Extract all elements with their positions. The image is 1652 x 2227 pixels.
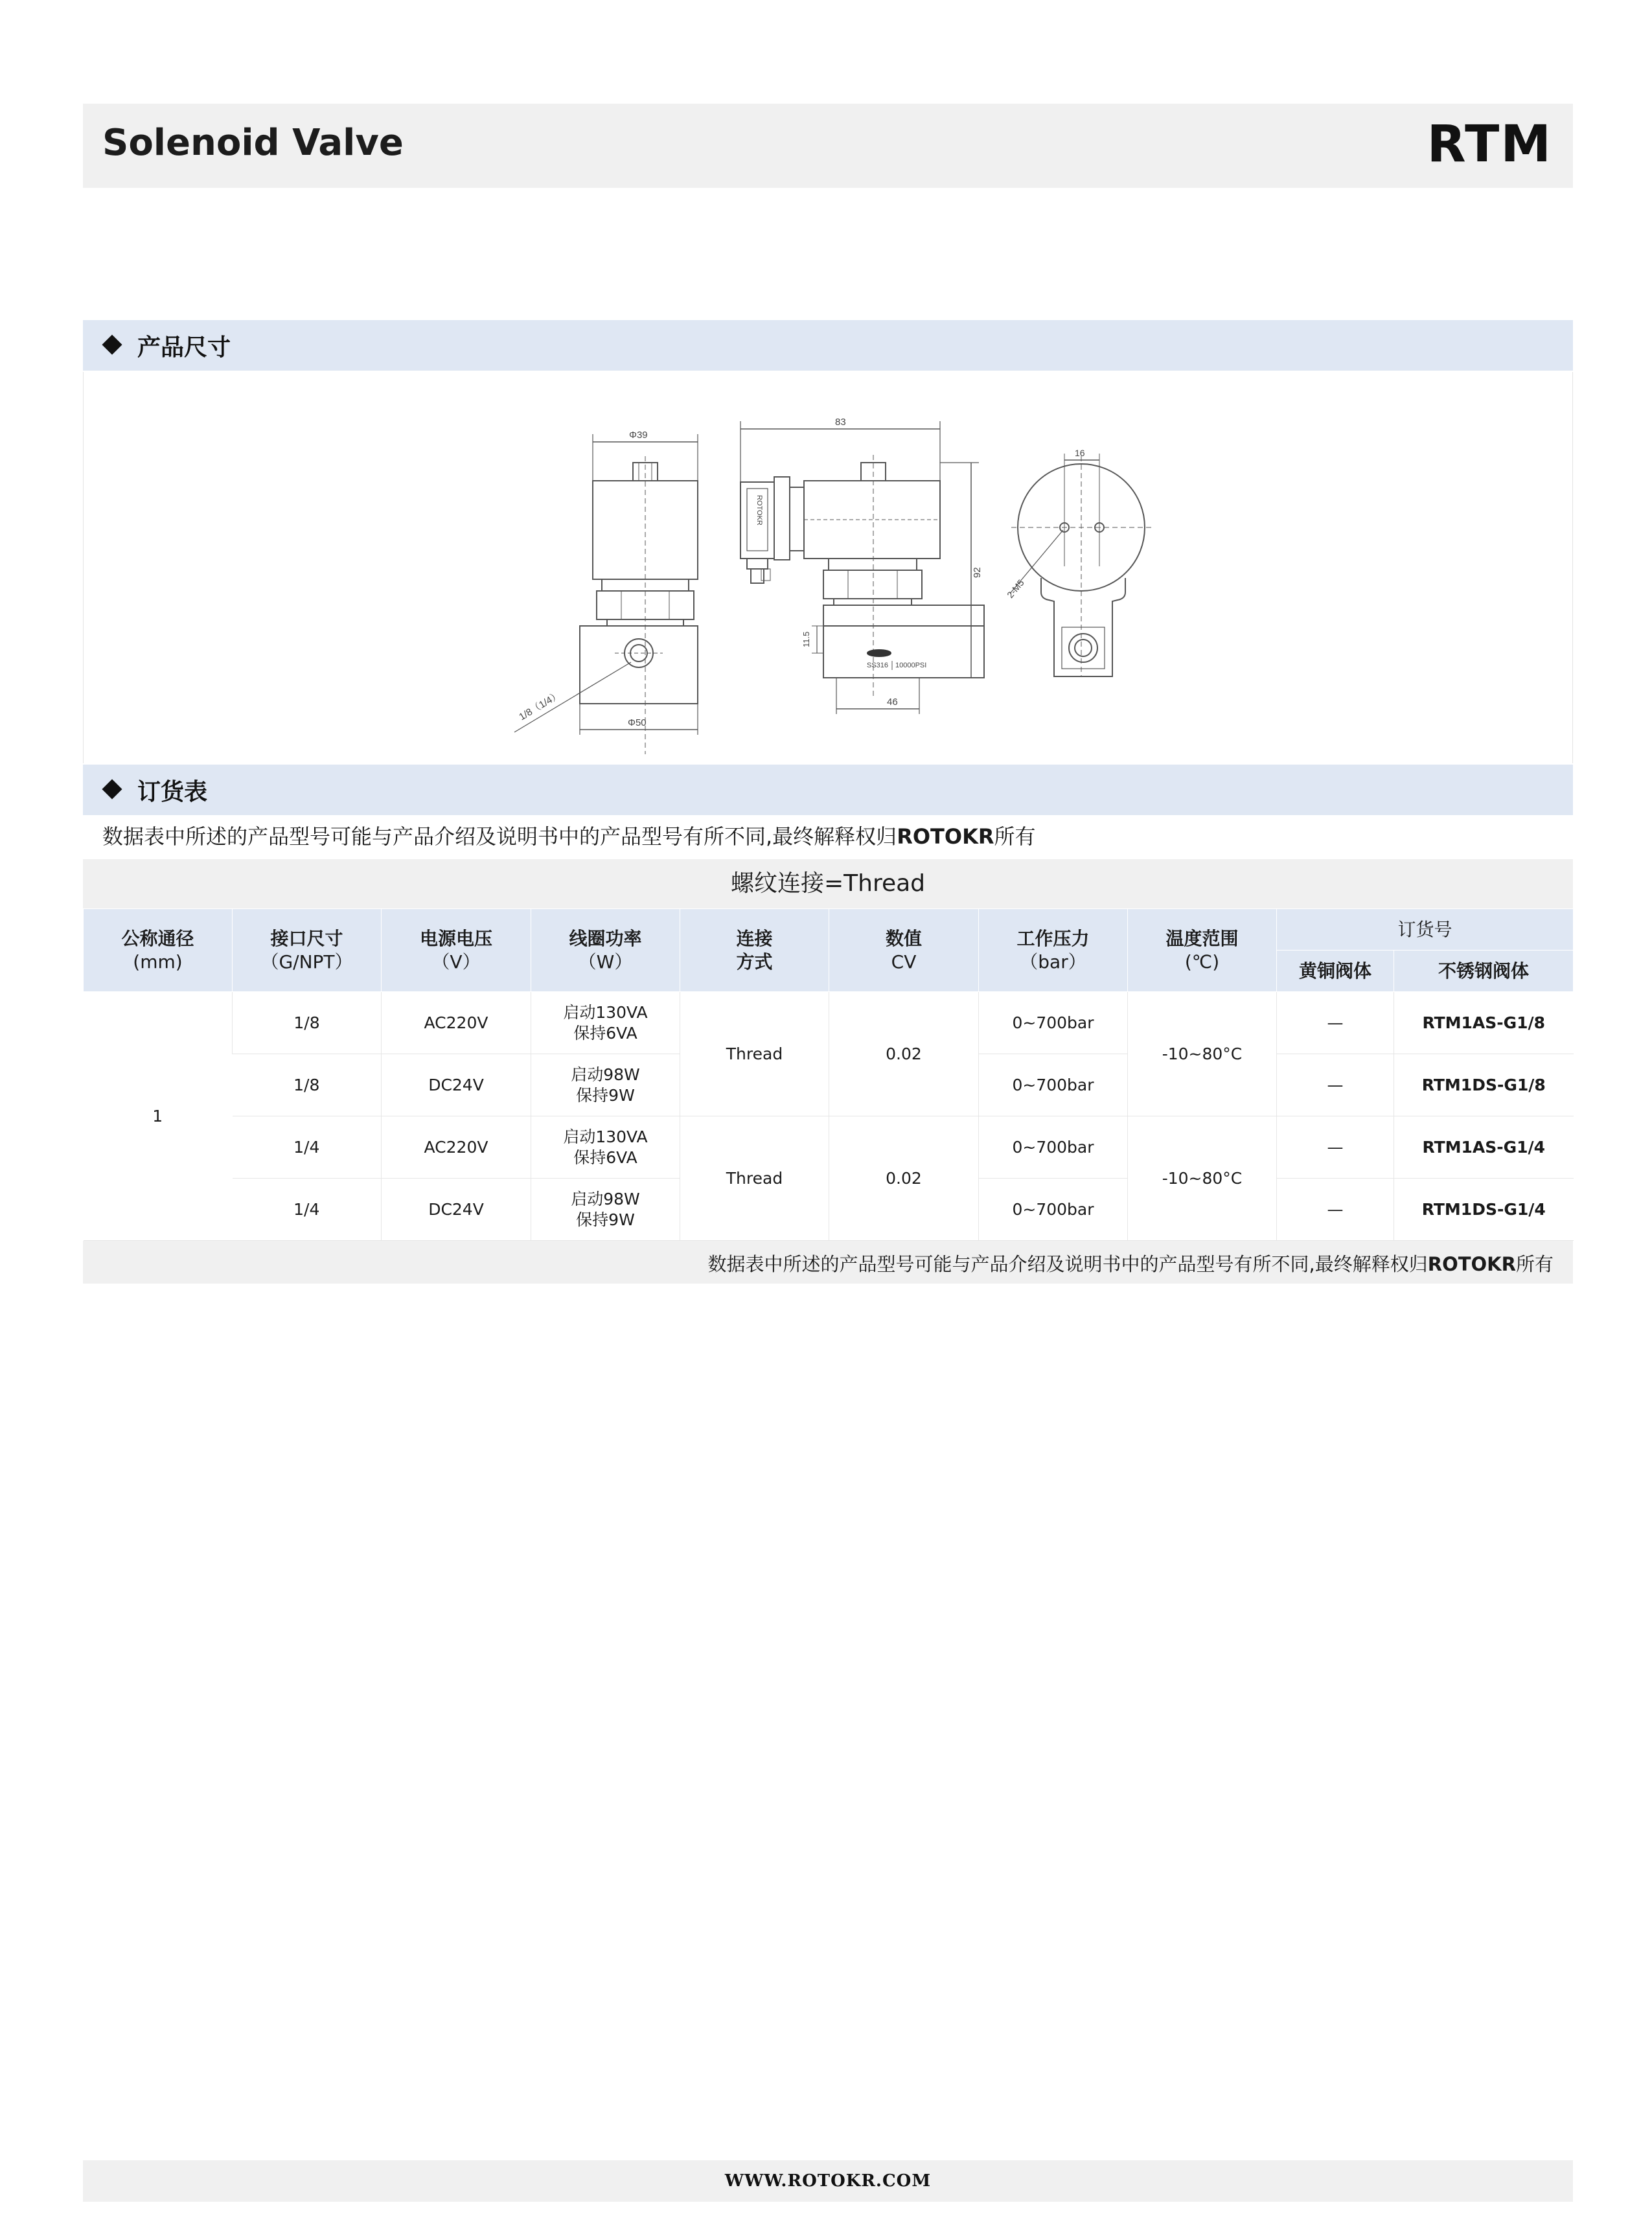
cell-stainless-code: RTM1DS-G1/4 [1394,1179,1574,1241]
cell-pressure: 0~700bar [979,1116,1128,1179]
brand-logo: RTM [1427,115,1552,174]
brand-plate: ROTOKR [755,495,763,525]
dimension-drawing [84,372,1572,763]
header-cv-line2: CV [891,951,917,973]
header-temp [1128,909,1277,992]
cell-power [531,1054,680,1116]
dim-mount: 2-M5 [1005,577,1026,600]
cell-port: 1/4 [233,1179,382,1241]
header-power [531,909,680,992]
order-table-block [83,859,1573,1284]
dimension-drawing-panel [83,372,1573,763]
header-pressure-line2: （bar） [1020,951,1086,973]
header-order: 订货号 [1277,909,1574,951]
page-header [83,104,1573,188]
dim-top-width: 16 [1075,448,1085,458]
header-bore [84,909,233,992]
power-hold: 保持9W [576,1085,635,1105]
header-port [233,909,382,992]
power-start: 启动98W [571,1189,640,1208]
header-voltage-line2: （V） [431,951,481,973]
page-footer [83,2160,1573,2202]
section-title: 产品尺寸 [137,334,231,361]
table-row [84,992,1574,1054]
cell-stainless-code: RTM1AS-G1/4 [1394,1116,1574,1179]
cell-brass: — [1277,1116,1394,1179]
cell-port: 1/8 [233,992,382,1054]
header-voltage-line1: 电源电压 [419,927,492,949]
diamond-bullet-icon [102,334,122,354]
header-voltage [382,909,531,992]
cell-pressure: 0~700bar [979,1054,1128,1116]
header-pressure [979,909,1128,992]
header-connection-line2: 方式 [736,951,773,973]
power-hold: 保持6VA [573,1023,637,1043]
header-connection [680,909,829,992]
dim-coil-dia: Φ39 [629,430,648,441]
front-view [514,430,698,754]
header-connection-line1: 连接 [736,927,773,949]
disclaimer-brand: ROTOKR [897,824,994,849]
cell-brass: — [1277,1179,1394,1241]
cell-power [531,1179,680,1241]
dim-offset: 11.5 [801,631,811,647]
cell-voltage: AC220V [382,1116,531,1179]
cell-port: 1/8 [233,1054,382,1116]
disclaimer-text: 数据表中所述的产品型号可能与产品介绍及说明书中的产品型号有所不同,最终解释权归 [102,824,897,849]
header-power-line2: （W） [578,951,633,973]
cell-voltage: DC24V [382,1054,531,1116]
cell-cv: 0.02 [829,1116,979,1241]
cell-brass: — [1277,1054,1394,1116]
cell-power [531,1116,680,1179]
cell-pressure: 0~700bar [979,992,1128,1054]
cell-power [531,992,680,1054]
disclaimer-suffix: 所有 [994,824,1036,849]
disclaimer-brand: ROTOKR [1427,1253,1516,1275]
diamond-bullet-icon [102,779,122,799]
dim-port-label: 1/8（1/4） [517,689,563,723]
power-start: 启动130VA [563,1127,648,1146]
header-bore-line2: (mm) [133,951,183,973]
power-start: 启动98W [571,1065,640,1084]
cell-port: 1/4 [233,1116,382,1179]
cell-brass: — [1277,992,1394,1054]
section-header-order [83,765,1573,815]
cell-stainless-code: RTM1DS-G1/8 [1394,1054,1574,1116]
cell-bore: 1 [84,992,233,1241]
disclaimer-footer-bar [83,1241,1573,1284]
header-power-line1: 线圈功率 [569,927,642,949]
cell-pressure: 0~700bar [979,1179,1128,1241]
disclaimer-note [102,820,1036,850]
header-port-line1: 接口尺寸 [270,927,343,949]
cell-voltage: DC24V [382,1179,531,1241]
disclaimer-suffix: 所有 [1515,1253,1554,1275]
cell-temp: -10~80°C [1128,992,1277,1116]
header-temp-line1: 温度范围 [1165,927,1239,949]
header-stainless: 不锈钢阀体 [1394,951,1574,992]
header-cv [829,909,979,992]
header-cv-line1: 数值 [885,927,922,949]
cell-cv: 0.02 [829,992,979,1116]
section-title: 订货表 [137,779,208,805]
cell-connection: Thread [680,992,829,1116]
dim-height: 92 [972,567,983,578]
plate-right: 10000PSI [895,662,927,669]
dim-body-width: Φ50 [628,717,647,728]
power-hold: 保持9W [576,1210,635,1229]
disclaimer-note-bottom [708,1250,1554,1276]
dim-length: 83 [835,417,846,428]
order-table [83,908,1574,1241]
header-brass: 黄铜阀体 [1277,951,1394,992]
header-bore-line1: 公称通径 [121,927,194,949]
footer-url: WWW.ROTOKR.COM [724,2171,932,2191]
disclaimer-text: 数据表中所述的产品型号可能与产品介绍及说明书中的产品型号有所不同,最终解释权归 [707,1253,1428,1275]
section-header-dimensions [83,320,1573,371]
page-title: Solenoid Valve [102,122,404,164]
cell-stainless-code: RTM1AS-G1/8 [1394,992,1574,1054]
header-pressure-line1: 工作压力 [1016,927,1090,949]
header-temp-line2: (℃) [1184,951,1220,973]
table-caption: 螺纹连接=Thread [83,859,1573,908]
cell-temp: -10~80°C [1128,1116,1277,1241]
power-hold: 保持6VA [573,1148,637,1167]
power-start: 启动130VA [563,1002,648,1022]
header-port-line2: （G/NPT） [260,951,353,973]
plate-left: SS316 [867,662,889,669]
dim-base: 46 [887,697,898,708]
side-view [740,417,984,714]
cell-voltage: AC220V [382,992,531,1054]
table-row [84,1116,1574,1179]
top-view [1005,448,1151,676]
cell-connection: Thread [680,1116,829,1241]
